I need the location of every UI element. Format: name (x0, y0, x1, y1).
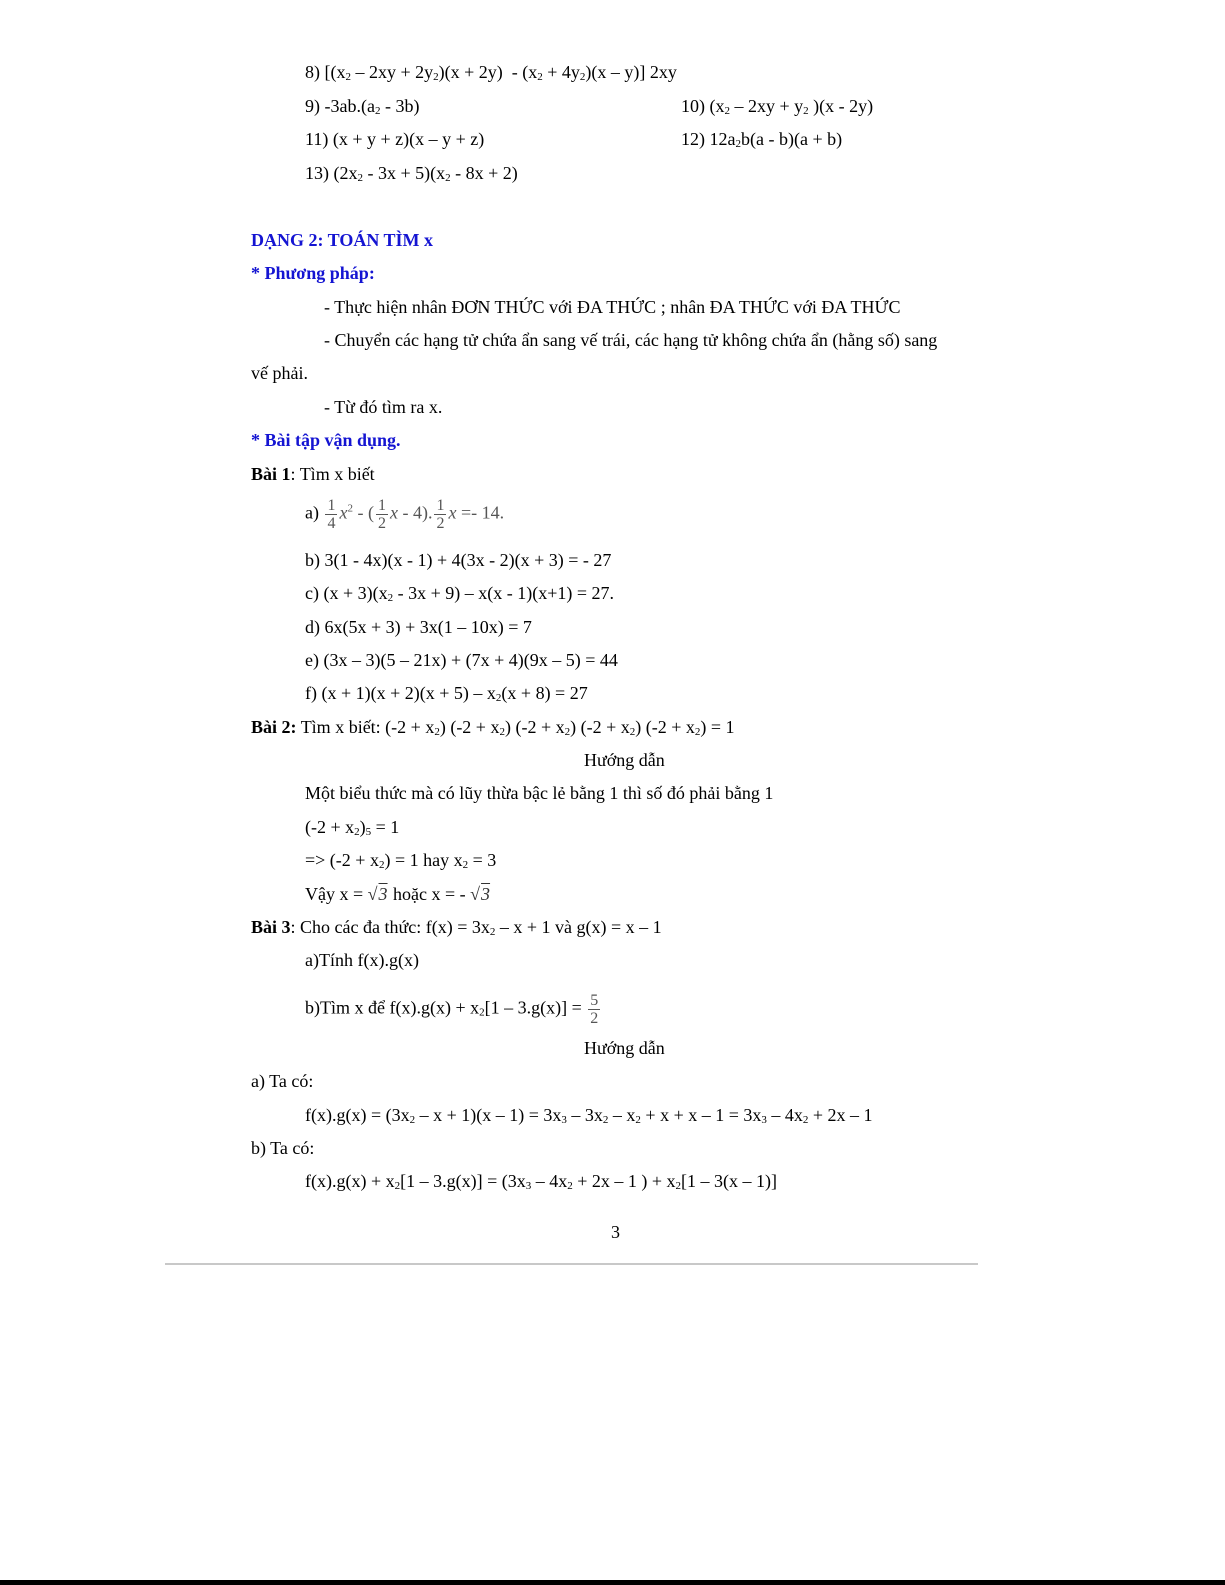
bai3-b-text: b)Tìm x để f(x).g(x) + x (305, 997, 480, 1018)
exercise-12: 12) $12a_2b(a - b)(a + b)$ (681, 129, 843, 150)
practice-heading: * Bài tập vận dụng. (251, 430, 401, 450)
fraction: $\frac{1}{2}$ (377, 497, 386, 532)
page-number: 3 (611, 1222, 620, 1242)
method-step-1: - Thực hiện nhân ĐƠN THỨC với ĐA THỨC ; nhân ĐA THỨC với ĐA THỨC (324, 297, 901, 317)
bai3-guide: Hướng dẫn (584, 1038, 665, 1058)
page-divider (165, 1263, 978, 1265)
method-step-3: - Từ đó tìm ra x. (324, 397, 443, 417)
exercise-13: 13) $(2x_2 - 3x + 5)(x_2 - 8x + 2)$ (305, 163, 518, 184)
bai3-title: Bài 3: Cho các đa thức: $f(x) = 3x_2 - x + 1$ và g(x) = x – 1 (251, 917, 662, 938)
bai1-title (251, 463, 375, 485)
method-heading: * Phương pháp: (251, 263, 375, 283)
fraction: $\frac{1}{2}$ (436, 497, 445, 532)
bai2-label: Bài 2: (251, 717, 297, 737)
bai1-f-text: f) (x + 1)(x + 2)(x + 5) – x (305, 683, 496, 703)
method-step-2-cont: vế phải. (251, 363, 308, 383)
bai1-d: d) 6x(5x + 3) + 3x(1 – 10x) = 7 (305, 617, 532, 637)
bai1-text: : Tìm x biết (290, 464, 375, 484)
ex9-text: 9) -3ab.(a (305, 96, 375, 116)
bai2-line2: $(-2 + x_2)_5 = 1$ (305, 817, 400, 838)
ex12-text: 12) 12a (681, 129, 736, 149)
fraction: $\frac{5}{2}$ (590, 992, 599, 1027)
ex13-text: 13) (2x (305, 163, 358, 183)
exercise-9: 9) $-3ab.(a_2 - 3b)$ (305, 96, 420, 117)
bai1-f: f) $(x + 1)(x + 2)(x + 5) - x_2(x + 8) = 27$ (305, 683, 588, 704)
bai3-b-solution: $f(x).g(x) + x_2[1 - 3.g(x)] = (3x_3 - 4x_2 + 2x - 1$ ) + $x_2[1 - 3(x - 1)]$ (305, 1171, 778, 1192)
bai3-a-heading: a) Ta có: (251, 1071, 314, 1091)
bai2-text: Tìm x biết: (-2 + x (296, 717, 435, 737)
exercise-11: 11) (x + y + z)(x – y + z) (305, 129, 485, 149)
bai2-guide: Hướng dẫn (584, 750, 665, 770)
exercise-8: 8) $[(x_2 - 2xy + 2y_2)(x + 2y) - (x_2 + 4y_2)(x - y)]$ 2xy (305, 62, 677, 83)
bottom-border (0, 1580, 1225, 1585)
bai1-a-label: a) (305, 502, 319, 523)
fraction: $\frac{1}{4}$ (327, 497, 336, 532)
bai1-a: a) $\frac{1}{4}$ $x^2$ - ( $\frac{1}{2}$ x - 4). $\frac{1}{2}$ x =- 14. (305, 497, 505, 532)
bai2-line3: => $(-2 + x_2) = 1$ hay $x_2 = 3$ (305, 850, 497, 871)
ex8-text: 8) [(x (305, 62, 346, 82)
bai3-b: b)Tìm x để $f(x).g(x) + x_2[1 - 3.g(x)]$ = $\frac{5}{2}$ (305, 992, 599, 1027)
bai2-line4-b: hoặc x = - (388, 884, 471, 904)
bai2-line2-text: (-2 + x (305, 817, 355, 837)
bai1-b: b) 3(1 - 4x)(x - 1) + 4(3x - 2)(x + 3) = - 27 (305, 550, 612, 570)
bai1-label: Bài 1 (251, 464, 291, 484)
bai3-a: a)Tính f(x).g(x) (305, 950, 419, 970)
ex10-text: 10) (x (681, 96, 725, 116)
exercise-10: 10) ($x_2 - 2xy + y_2$ )(x - 2y) (681, 96, 874, 117)
bai2-title: Bài 2: Tìm x biết: $(-2 + x_2)$ $(-2 + x_2)$ $(-2 + x_2)$ $(-2 + x_2)$ $(-2 + x_2) = 1$ (251, 717, 735, 738)
bai1-c-text: c) (x + 3)(x (305, 583, 388, 603)
bai2-line4-a: Vậy x = (305, 884, 368, 904)
bai1-e: e) (3x – 3)(5 – 21x) + (7x + 4)(9x – 5) = 44 (305, 650, 618, 670)
bai3-text: : Cho các đa thức: f(x) = 3x (290, 917, 490, 937)
bai3-a-solution: $f(x).g(x) = (3x_2 - x + 1)(x - 1) = 3x_3 - 3x_2 - x_2 + x + x - 1 = 3x_3 - 4x_2 + 2x - 1$ (305, 1105, 873, 1126)
bai2-line4 (305, 883, 491, 905)
section-title: DẠNG 2: TOÁN TÌM x (251, 230, 434, 250)
bai3-b-heading: b) Ta có: (251, 1138, 315, 1158)
bai3-label: Bài 3 (251, 917, 291, 937)
bai1-c: c) $(x + 3)(x_2 - 3x + 9) - x(x - 1)(x+1) = 27$. (305, 583, 615, 604)
bai2-line3-text: => (-2 + x (305, 850, 379, 870)
sqrt-icon: √3 (367, 884, 388, 904)
method-step-2: - Chuyển các hạng tử chứa ẩn sang vế trái, các hạng tử không chứa ẩn (hằng số) sang (324, 330, 938, 350)
sqrt-icon: √3 (470, 884, 491, 904)
bai2-line1: Một biểu thức mà có lũy thừa bậc lẻ bằng 1 thì số đó phải bằng 1 (305, 783, 774, 803)
